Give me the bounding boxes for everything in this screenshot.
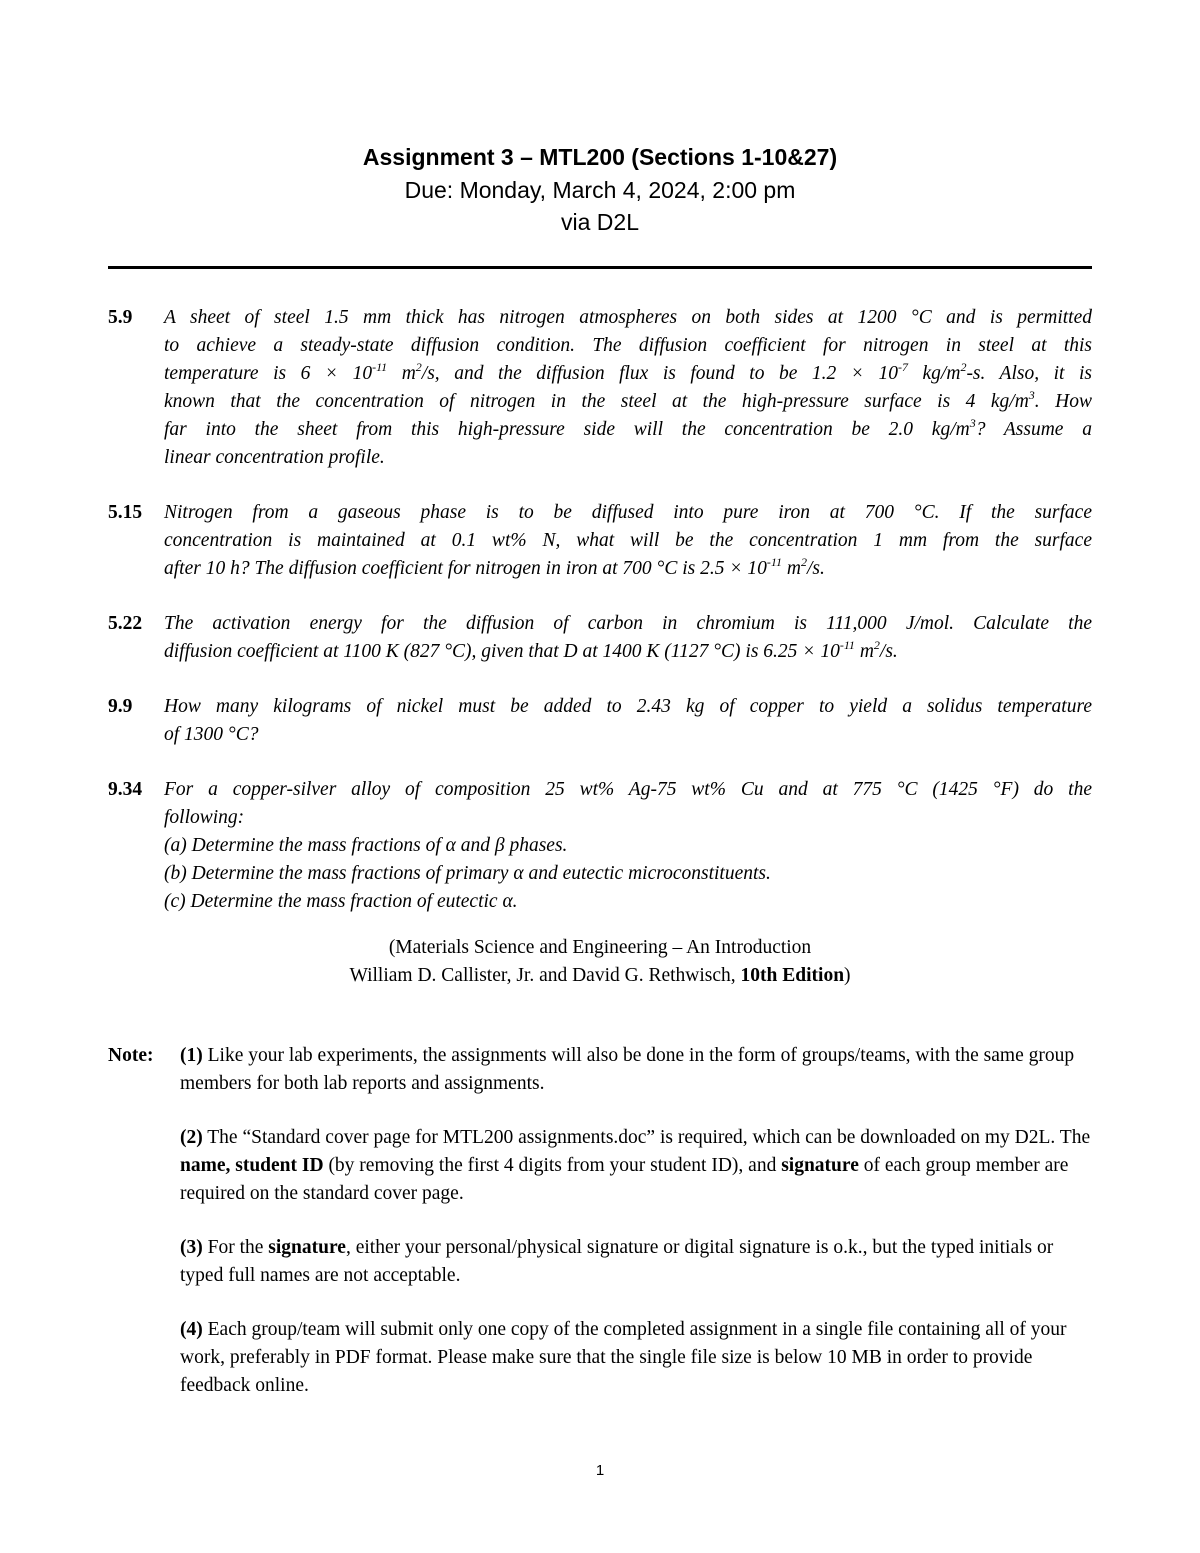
problem-line: of 1300 °C? bbox=[164, 724, 259, 745]
problem-line: to achieve a steady-state diffusion condition. The diffusion coefficient for nitrogen in steel at this bbox=[164, 335, 1092, 356]
note-item-3: (3) For the signature, either your personal/physical signature or digital signature is o.k., but the typed initials or typed full names are not acceptable. bbox=[180, 1237, 1054, 1286]
reference-line-2 bbox=[108, 962, 1092, 990]
problem-5-9 bbox=[108, 304, 1092, 472]
problem-line: (a) Determine the mass fractions of α and β phases. bbox=[164, 835, 568, 856]
problem-number: 5.9 bbox=[108, 307, 133, 328]
note-item-1: (1) Like your lab experiments, the assignments will also be done in the form of groups/teams, with the same group members for both lab reports and assignments. bbox=[180, 1045, 1075, 1094]
reference-line-1: (Materials Science and Engineering – An Introduction bbox=[388, 937, 812, 958]
problem-line: (c) Determine the mass fraction of eutectic α. bbox=[164, 891, 518, 912]
problem-line: following: bbox=[164, 807, 245, 828]
problem-number: 9.34 bbox=[108, 779, 143, 800]
problem-line: A sheet of steel 1.5 mm thick has nitrogen atmospheres on both sides at 1200 °C and is permitted bbox=[164, 307, 1092, 328]
assignment-title: Assignment 3 – MTL200 (Sections 1-10&27) bbox=[362, 144, 838, 170]
problem-line: (b) Determine the mass fractions of primary α and eutectic microconstituents. bbox=[164, 863, 771, 884]
page-number: 1 bbox=[595, 1462, 605, 1479]
problem-line: after 10 h? The diffusion coefficient for nitrogen in iron at 700 °C is $2.5 \times 10^{-11}$ $m^2/s$. bbox=[164, 554, 825, 579]
reference-edition: 10th Edition bbox=[740, 965, 845, 986]
problem-text bbox=[164, 693, 1092, 749]
textbook-reference bbox=[108, 934, 1092, 990]
problem-line: For a copper-silver alloy of composition 25 wt% Ag-75 wt% Cu and at 775 °C (1425 °F) do the bbox=[164, 779, 1092, 800]
problem-text bbox=[164, 610, 1092, 666]
problem-9-9 bbox=[108, 693, 1092, 749]
problem-number: 9.9 bbox=[108, 696, 133, 717]
problem-5-22 bbox=[108, 610, 1092, 666]
due-date: Due: Monday, March 4, 2024, 2:00 pm bbox=[404, 177, 796, 203]
note-items bbox=[180, 1042, 1092, 1426]
problem-line: temperature is $6 \times 10^{-11}$ $m^2/s$, and the diffusion flux is found to be $1.2 \times 10^{-7}$ $kg/m^2-s$. Also, it is bbox=[164, 359, 1092, 384]
problem-5-15 bbox=[108, 499, 1092, 583]
problem-line: Nitrogen from a gaseous phase is to be diffused into pure iron at 700 °C. If the surface bbox=[164, 502, 1092, 523]
problem-line: The activation energy for the diffusion of carbon in chromium is 111,000 J/mol. Calculate the bbox=[164, 613, 1092, 634]
reference-close: ) bbox=[844, 965, 851, 986]
problem-line: diffusion coefficient at 1100 K (827 °C), given that D at 1400 K (1127 °C) is $6.25 \times 10^{-11}$ $m^2/s$. bbox=[164, 637, 898, 662]
problem-line: linear concentration profile. bbox=[164, 447, 385, 468]
problem-line: far into the sheet from this high-pressure side will the concentration be 2.0 $kg/m^3$? Assume a bbox=[164, 415, 1092, 440]
problem-list bbox=[108, 304, 1092, 943]
problem-number: 5.15 bbox=[108, 502, 143, 523]
problem-number: 5.22 bbox=[108, 613, 143, 634]
header-divider bbox=[108, 266, 1092, 269]
reference-authors: William D. Callister, Jr. and David G. Rethwisch, bbox=[349, 965, 741, 986]
problem-text bbox=[164, 776, 1092, 916]
submission-method: via D2L bbox=[561, 209, 639, 235]
problem-line: concentration is maintained at 0.1 wt% N, what will be the concentration 1 mm from the surface bbox=[164, 530, 1092, 551]
problem-line: known that the concentration of nitrogen in the steel at the high-pressure surface is 4 $kg/m^3$. How bbox=[164, 387, 1092, 412]
problem-text bbox=[164, 304, 1092, 472]
problem-9-34 bbox=[108, 776, 1092, 916]
note-item-4: (4) Each group/team will submit only one copy of the completed assignment in a single file containing all of your work, preferably in PDF format. Please make sure that the single file size is below 10 MB in order to provide feedback online. bbox=[180, 1319, 1067, 1396]
note-label: Note: bbox=[108, 1045, 154, 1066]
note-item-2: (2) The “Standard cover page for MTL200 assignments.doc” is required, which can be downloaded on my D2L. The name, student ID (by removing the first 4 digits from your student ID), and signature of each group member are required on the standard cover page. bbox=[180, 1127, 1091, 1204]
problem-line: How many kilograms of nickel must be added to 2.43 kg of copper to yield a solidus temperature bbox=[164, 696, 1092, 717]
problem-text bbox=[164, 499, 1092, 583]
assignment-header bbox=[0, 140, 1200, 238]
